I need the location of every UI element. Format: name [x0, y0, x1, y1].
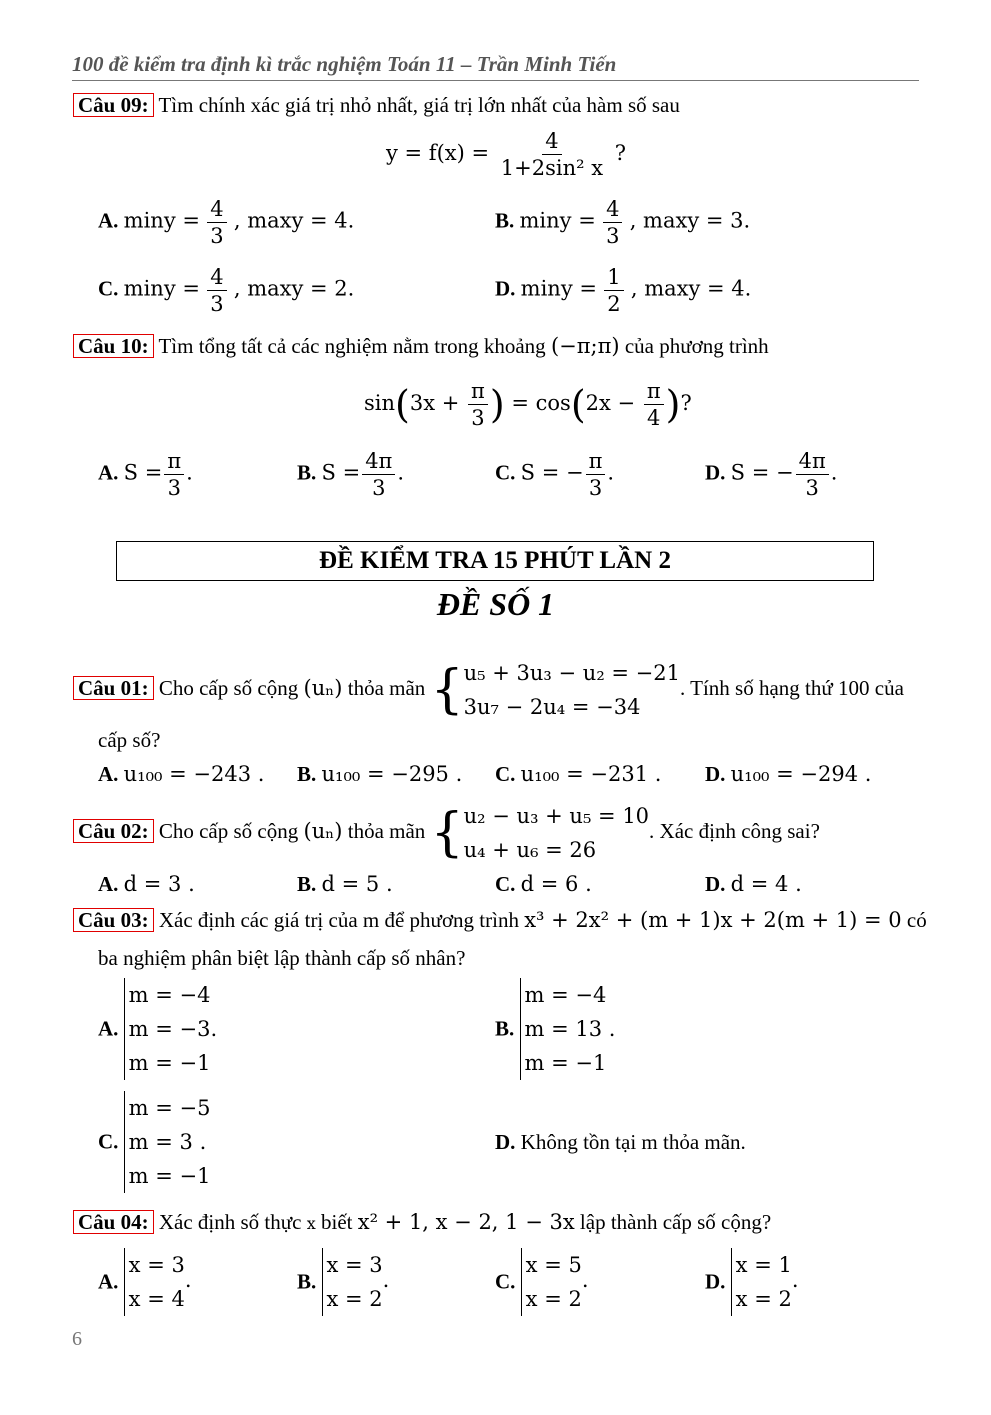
q01-option-d[interactable] [705, 762, 871, 787]
q03-option-b[interactable] [495, 978, 615, 1080]
sequence: (uₙ) [303, 675, 343, 700]
question-text-2: thỏa mãn [347, 818, 426, 843]
option-letter: C. [98, 1129, 119, 1154]
set-line: x = 3 [326, 1253, 383, 1277]
option-letter: D. [705, 872, 726, 896]
option-letter: D. [705, 762, 726, 786]
q03-option-a[interactable] [98, 978, 217, 1080]
option-letter: B. [495, 1016, 515, 1041]
q09-option-d[interactable] [495, 264, 751, 317]
numerator: 4 [542, 128, 561, 155]
q03-option-c[interactable] [98, 1091, 211, 1193]
option-text: u₁₀₀ = −294 . [730, 762, 872, 786]
question-text-3: . Xác định công sai? [649, 818, 820, 843]
denominator: 1+2sin² x [500, 156, 604, 180]
option-letter: A. [98, 1016, 119, 1041]
fraction [207, 264, 226, 317]
option-letter: A. [98, 762, 119, 786]
option-end: . [581, 1267, 589, 1292]
fraction [644, 378, 664, 431]
set-line: x = 2 [735, 1287, 792, 1311]
eq-arg1: 3x + [409, 391, 460, 415]
equation-system [431, 656, 680, 724]
question-label: Câu 10: [73, 334, 154, 358]
option-text: d = 6 . [520, 872, 592, 896]
option-letter: B. [297, 872, 317, 896]
option-letter: D. [705, 1269, 726, 1294]
option-letter: B. [297, 1269, 317, 1294]
question-text-2: biết [320, 1210, 353, 1234]
option-pre: S = [321, 460, 361, 485]
fraction [362, 448, 395, 501]
set-line: m = 13 . [524, 1017, 616, 1041]
numerator: π [468, 378, 488, 405]
question-01 [73, 656, 904, 724]
fraction [603, 196, 622, 249]
question-label: Câu 09: [73, 93, 154, 117]
section-subtitle: ĐỀ SỐ 1 [436, 586, 555, 622]
q10-equation [364, 378, 692, 431]
q02-option-c[interactable] [495, 872, 592, 897]
q04-option-a[interactable] [98, 1248, 192, 1316]
option-end: . [184, 1267, 192, 1292]
denominator: 3 [606, 224, 620, 248]
denominator: 3 [805, 476, 819, 500]
denominator: 3 [588, 476, 603, 500]
option-post: . [397, 460, 405, 485]
set-line: m = −4 [128, 983, 211, 1007]
option-end: . [791, 1267, 799, 1292]
denominator: 3 [210, 224, 224, 248]
fraction [498, 128, 606, 181]
numerator: 4π [362, 448, 395, 475]
bracket-set [521, 1248, 582, 1316]
set-line: x = 2 [326, 1287, 383, 1311]
bracket-set [520, 978, 616, 1080]
set-line: x = 1 [735, 1253, 792, 1277]
option-letter: B. [297, 762, 317, 786]
option-post: , maxy = 4. [630, 276, 752, 301]
option-letter: C. [98, 276, 119, 301]
q04-option-d[interactable] [705, 1248, 799, 1316]
set-line: m = −1 [128, 1051, 211, 1075]
option-letter: D. [705, 460, 726, 485]
bracket-set [731, 1248, 792, 1316]
eq-sin: sin [364, 391, 396, 415]
running-header: 100 đề kiểm tra định kì trắc nghiệm Toán 11 – Trần Minh Tiến [72, 52, 617, 76]
denominator: 3 [167, 476, 181, 500]
option-post: . [186, 460, 193, 485]
section-title: ĐỀ KIỂM TRA 15 PHÚT LẦN 2 [116, 541, 874, 581]
denominator: 2 [607, 292, 621, 316]
set-line: m = 3 . [128, 1130, 207, 1154]
brace: { [430, 803, 464, 863]
equation: x³ + 2x² + (m + 1)x + 2(m + 1) = 0 [524, 908, 902, 932]
numerator: 4π [796, 448, 829, 475]
q09-option-c[interactable] [98, 264, 354, 317]
set-line: m = −1 [524, 1051, 607, 1075]
question-text: Tìm chính xác giá trị nhỏ nhất, giá trị lớn nhất của hàm số sau [158, 93, 680, 117]
fraction [468, 378, 488, 431]
set-line: m = −5 [128, 1096, 211, 1120]
fraction [164, 448, 184, 501]
set-line: x = 3 [128, 1253, 185, 1277]
set-line: x = 4 [128, 1287, 185, 1311]
q10-option-a[interactable] [98, 448, 193, 501]
q01-option-a[interactable] [98, 762, 264, 787]
set-line: m = −4 [524, 983, 607, 1007]
option-letter: A. [98, 460, 119, 485]
option-post: , maxy = 2. [233, 276, 355, 301]
question-09 [73, 93, 680, 118]
bracket-set [322, 1248, 383, 1316]
option-letter: C. [495, 460, 516, 485]
question-label: Câu 03: [73, 908, 154, 932]
q01-option-b[interactable] [297, 762, 462, 787]
set-line: m = −1 [128, 1164, 211, 1188]
q02-option-b[interactable] [297, 872, 393, 897]
q10-option-b[interactable] [297, 448, 404, 501]
system-line: 3u₇ − 2u₄ = −34 [463, 695, 641, 719]
q09-option-b[interactable] [495, 196, 750, 249]
variable: x [306, 1214, 316, 1233]
fraction [796, 448, 829, 501]
option-letter: B. [495, 208, 515, 233]
q02-option-d[interactable] [705, 872, 802, 897]
option-post: . [830, 460, 838, 485]
option-letter: D. [495, 276, 516, 301]
question-10 [73, 334, 769, 359]
option-text: d = 4 . [730, 872, 802, 896]
sequence: (uₙ) [303, 818, 343, 843]
fraction [207, 196, 226, 249]
paren-open: ( [395, 382, 410, 427]
option-letter: D. [495, 1130, 516, 1154]
question-text: Xác định số thực [158, 1210, 302, 1234]
option-pre: S = − [520, 460, 584, 485]
q10-option-c[interactable] [495, 448, 614, 501]
option-letter: C. [495, 872, 516, 896]
expression: x² + 1, x − 2, 1 − 3x [357, 1210, 575, 1234]
denominator: 3 [210, 292, 224, 316]
set-line: x = 5 [525, 1253, 582, 1277]
system-body [464, 656, 680, 724]
bracket-set [124, 1248, 185, 1316]
question-text: Cho cấp số cộng [158, 818, 299, 843]
option-text: u₁₀₀ = −295 . [321, 762, 463, 786]
system-line: u₄ + u₆ = 26 [463, 838, 597, 862]
q02-option-a[interactable] [98, 872, 195, 897]
option-end: . [382, 1267, 390, 1292]
q01-option-c[interactable] [495, 762, 661, 787]
brace: { [430, 660, 464, 720]
question-02 [73, 799, 820, 867]
equation-system [431, 799, 649, 867]
question-04 [73, 1210, 771, 1235]
option-letter: A. [98, 208, 119, 233]
system-line: u₅ + 3u₃ − u₂ = −21 [463, 661, 681, 685]
option-pre: S = − [730, 460, 794, 485]
numerator: 4 [207, 196, 226, 223]
denominator: 4 [647, 406, 661, 430]
option-text: d = 3 . [123, 872, 195, 896]
question-text-2: thỏa mãn [347, 675, 426, 700]
question-text: Xác định các giá trị của m để phương trình [158, 908, 519, 932]
option-letter: B. [297, 460, 317, 485]
question-text-3: . Tính số hạng thứ 100 của [680, 675, 904, 700]
interval: (−π;π) [550, 334, 620, 358]
paren-close: ) [489, 382, 505, 427]
formula-lhs: y = f(x) = [386, 141, 490, 165]
question-text: Cho cấp số cộng [158, 675, 299, 700]
question-text: Tìm tổng tất cả các nghiệm nằm trong khoảng [158, 334, 546, 358]
eq-end: ? [680, 391, 692, 415]
option-letter: A. [98, 1269, 119, 1294]
fraction [604, 264, 623, 317]
question-03-cont: ba nghiệm phân biệt lập thành cấp số nhân? [98, 946, 466, 970]
option-post: . [607, 460, 615, 485]
formula-end: ? [614, 141, 627, 165]
q10-option-d[interactable] [705, 448, 837, 501]
paren-close: ) [665, 382, 681, 427]
question-label: Câu 02: [73, 819, 154, 843]
set-line: x = 2 [525, 1287, 582, 1311]
numerator: 4 [207, 264, 226, 291]
question-text-2: có [906, 908, 927, 932]
system-line: u₂ − u₃ + u₅ = 10 [463, 804, 650, 828]
option-pre: miny = [123, 208, 200, 233]
denominator: 3 [372, 476, 386, 500]
page-number: 6 [72, 1328, 82, 1350]
q03-option-d[interactable] [495, 1130, 746, 1155]
option-pre: miny = [519, 208, 596, 233]
q04-option-b[interactable] [297, 1248, 389, 1316]
numerator: π [644, 378, 664, 405]
set-line: m = −3. [128, 1017, 218, 1041]
fraction [586, 448, 606, 501]
bracket-set [124, 978, 218, 1080]
paren-open: ( [570, 382, 586, 427]
option-text: d = 5 . [321, 872, 393, 896]
numerator: π [586, 448, 606, 475]
option-text: u₁₀₀ = −243 . [123, 762, 265, 786]
numerator: 1 [604, 264, 623, 291]
q09-formula [386, 128, 626, 181]
option-text: Không tồn tại m thỏa mãn. [520, 1130, 746, 1154]
system-body [464, 799, 649, 867]
option-letter: C. [495, 1269, 516, 1294]
option-letter: A. [98, 872, 119, 896]
eq-arg2: 2x − [585, 391, 636, 415]
option-letter: C. [495, 762, 516, 786]
numerator: 4 [603, 196, 622, 223]
q09-option-a[interactable] [98, 196, 354, 249]
question-label: Câu 04: [73, 1210, 154, 1234]
numerator: π [164, 448, 184, 475]
question-label: Câu 01: [73, 676, 154, 700]
option-pre: S = [123, 460, 163, 485]
question-text-2: của phương trình [624, 334, 769, 358]
denominator: 3 [471, 406, 485, 430]
bracket-set [124, 1091, 211, 1193]
question-03 [73, 908, 927, 933]
q04-option-c[interactable] [495, 1248, 589, 1316]
option-text: u₁₀₀ = −231 . [520, 762, 662, 786]
option-post: , maxy = 4. [233, 208, 355, 233]
option-pre: miny = [123, 276, 200, 301]
question-01-cont: cấp số? [98, 728, 161, 752]
option-pre: miny = [520, 276, 597, 301]
header-rule [72, 80, 919, 81]
question-text-3: lập thành cấp số cộng? [579, 1210, 772, 1234]
option-post: , maxy = 3. [629, 208, 751, 233]
eq-cos: = cos [511, 391, 571, 415]
